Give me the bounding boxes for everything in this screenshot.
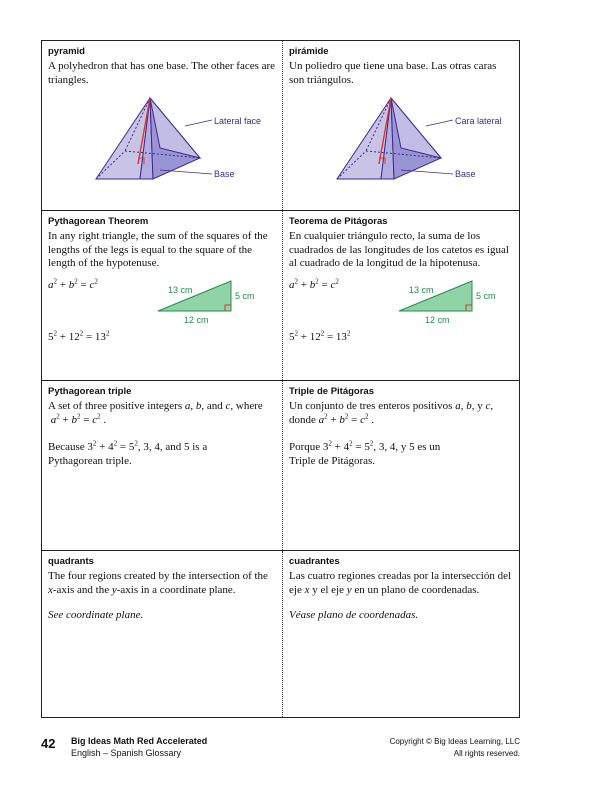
pyramid-figure xyxy=(331,96,511,191)
card-pyramid-es xyxy=(282,41,519,210)
horizontal-leg-label: 12 cm xyxy=(184,315,209,325)
card-pythagorean-theorem-es xyxy=(282,211,519,380)
definition: Un conjunto de tres enteros positivos a, b, y c, donde $a^2 + b^2 = c^2$ . xyxy=(289,400,494,426)
right-triangle-figure xyxy=(395,277,505,327)
glossary-sheet xyxy=(41,40,520,718)
book-title: Big Ideas Math Red Accelerated xyxy=(71,736,208,746)
definition: Un poliedro que tiene una base. Las otras caras son triángulos. xyxy=(289,60,497,86)
hypotenuse-label: 13 cm xyxy=(168,285,193,295)
page-number: 42 xyxy=(41,736,56,751)
definition: En cualquier triángulo recto, la suma de los cuadrados de las longitudes de los catetos es igual al cuadrado de la longitud de la hipotenusa. xyxy=(289,230,509,269)
card-pythagorean-theorem-en xyxy=(42,211,282,380)
card-pyramid-en xyxy=(42,41,282,210)
equation-abc: $a^2 + b^2 = c^2$ xyxy=(289,277,339,291)
card-row-pythagorean-theorem xyxy=(42,211,519,381)
term: Teorema de Pitágoras xyxy=(289,216,388,227)
right-triangle-figure xyxy=(154,277,264,327)
pyramid-figure xyxy=(90,96,270,191)
term: Pythagorean triple xyxy=(48,386,132,397)
definition: In any right triangle, the sum of the squares of the lengths of the legs is equal to the square of the length of the hypotenuse. xyxy=(48,230,268,269)
card-quadrants-en xyxy=(42,551,282,717)
example: Because $3^2 + 4^2 = 5^2$, 3, 4, and 5 is a Pythagorean triple. xyxy=(48,439,208,467)
base-label: Base xyxy=(214,169,235,179)
definition: A set of three positive integers a, b, and c, where $a^2 + b^2 = c^2$ . xyxy=(48,400,263,426)
horizontal-leg-label: 12 cm xyxy=(425,315,450,325)
card-row-pyramid xyxy=(42,41,519,211)
base-label: Base xyxy=(455,169,476,179)
equation-numeric: $5^2 + 12^2 = 13^2$ xyxy=(289,329,351,343)
term: quadrants xyxy=(48,556,94,567)
card-pythagorean-triple-es xyxy=(282,381,519,550)
page-footer xyxy=(41,736,520,766)
card-pythagorean-triple-en xyxy=(42,381,282,550)
see-also: Véase plano de coordenadas. xyxy=(289,609,419,621)
term: pyramid xyxy=(48,46,85,57)
example: Porque $3^2 + 4^2 = 5^2$, 3, 4, y 5 es un Triple de Pitágoras. xyxy=(289,439,441,467)
card-quadrants-es xyxy=(282,551,519,717)
see-also: See coordinate plane. xyxy=(48,609,144,621)
vertical-leg-label: 5 cm xyxy=(235,291,255,301)
card-row-pythagorean-triple xyxy=(42,381,519,551)
vertical-leg-label: 5 cm xyxy=(476,291,496,301)
hypotenuse-label: 13 cm xyxy=(409,285,434,295)
definition: Las cuatro regiones creadas por la intersección del eje x y el eje y en un plano de coordenadas. xyxy=(289,570,512,596)
rights-line: All rights reserved. xyxy=(453,749,520,758)
term: Pythagorean Theorem xyxy=(48,216,149,227)
term: Triple de Pitágoras xyxy=(289,386,374,397)
equation-numeric: $5^2 + 12^2 = 13^2$ xyxy=(48,329,110,343)
copyright xyxy=(390,736,520,760)
lateral-face-label: Lateral face xyxy=(214,116,262,126)
card-row-quadrants xyxy=(42,551,519,717)
term: cuadrantes xyxy=(289,556,340,567)
copyright-line: Copyright © Big Ideas Learning, LLC xyxy=(389,737,520,746)
glossary-subtitle: English – Spanish Glossary xyxy=(71,748,182,758)
equation-abc: $a^2 + b^2 = c^2$ xyxy=(48,277,98,291)
lateral-face-label: Cara lateral xyxy=(455,116,502,126)
definition: The four regions created by the intersection of the x-axis and the y-axis in a coordinate plane. xyxy=(48,570,268,596)
term: pirámide xyxy=(289,46,329,57)
definition: A polyhedron that has one base. The other faces are triangles. xyxy=(48,60,276,86)
